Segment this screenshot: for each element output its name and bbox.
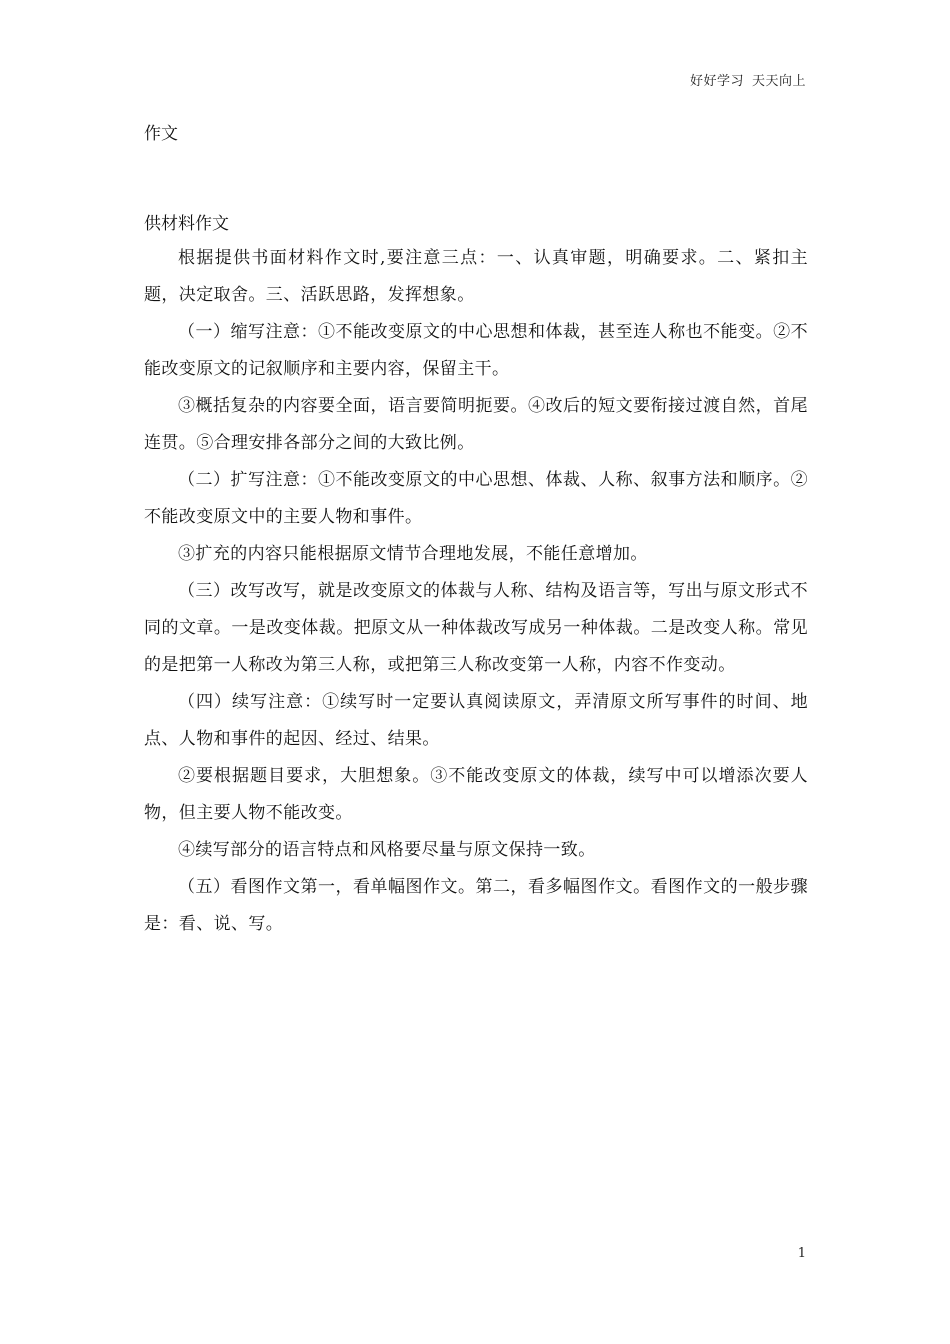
paragraph: （五）看图作文第一，看单幅图作文。第二，看多幅图作文。看图作文的一般步骤是：看、说、写。 <box>144 877 808 934</box>
paragraph: 根据提供书面材料作文时,要注意三点：一、认真审题，明确要求。二、紧扣主题，决定取舍。三、活跃思路，发挥想象。 <box>144 248 808 305</box>
paragraph: ③概括复杂的内容要全面，语言要简明扼要。④改后的短文要衔接过渡自然，首尾连贯。⑤合理安排各部分之间的大致比例。 <box>144 396 808 453</box>
document-title: 作文 <box>144 124 178 144</box>
page-header <box>690 70 806 89</box>
paragraph: （三）改写改写，就是改变原文的体裁与人称、结构及语言等，写出与原文形式不同的文章。一是改变体裁。把原文从一种体裁改写成另一种体裁。二是改变人称。常见的是把第一人称改为第三人称，或把第三人称改变第一人称，内容不作变动。 <box>144 581 808 675</box>
header-left-text: 好好学习 <box>689 74 744 89</box>
document-body <box>144 120 808 943</box>
paragraph: ③扩充的内容只能根据原文情节合理地发展，不能任意增加。 <box>178 544 648 564</box>
paragraph: ②要根据题目要求，大胆想象。③不能改变原文的体裁，续写中可以增添次要人物，但主要人物不能改变。 <box>144 766 808 823</box>
section-title: 供材料作文 <box>144 214 229 234</box>
paragraph: （四）续写注意：①续写时一定要认真阅读原文，弄清原文所写事件的时间、地点、人物和事件的起因、经过、结果。 <box>144 692 808 749</box>
header-right-text: 天天向上 <box>751 74 806 89</box>
paragraph: （一）缩写注意：①不能改变原文的中心思想和体裁，甚至连人称也不能变。②不能改变原文的记叙顺序和主要内容，保留主干。 <box>144 322 808 379</box>
page-number: 1 <box>797 1246 806 1261</box>
paragraph: ④续写部分的语言特点和风格要尽量与原文保持一致。 <box>178 840 596 860</box>
paragraph: （二）扩写注意：①不能改变原文的中心思想、体裁、人称、叙事方法和顺序。②不能改变原文中的主要人物和事件。 <box>144 470 808 527</box>
